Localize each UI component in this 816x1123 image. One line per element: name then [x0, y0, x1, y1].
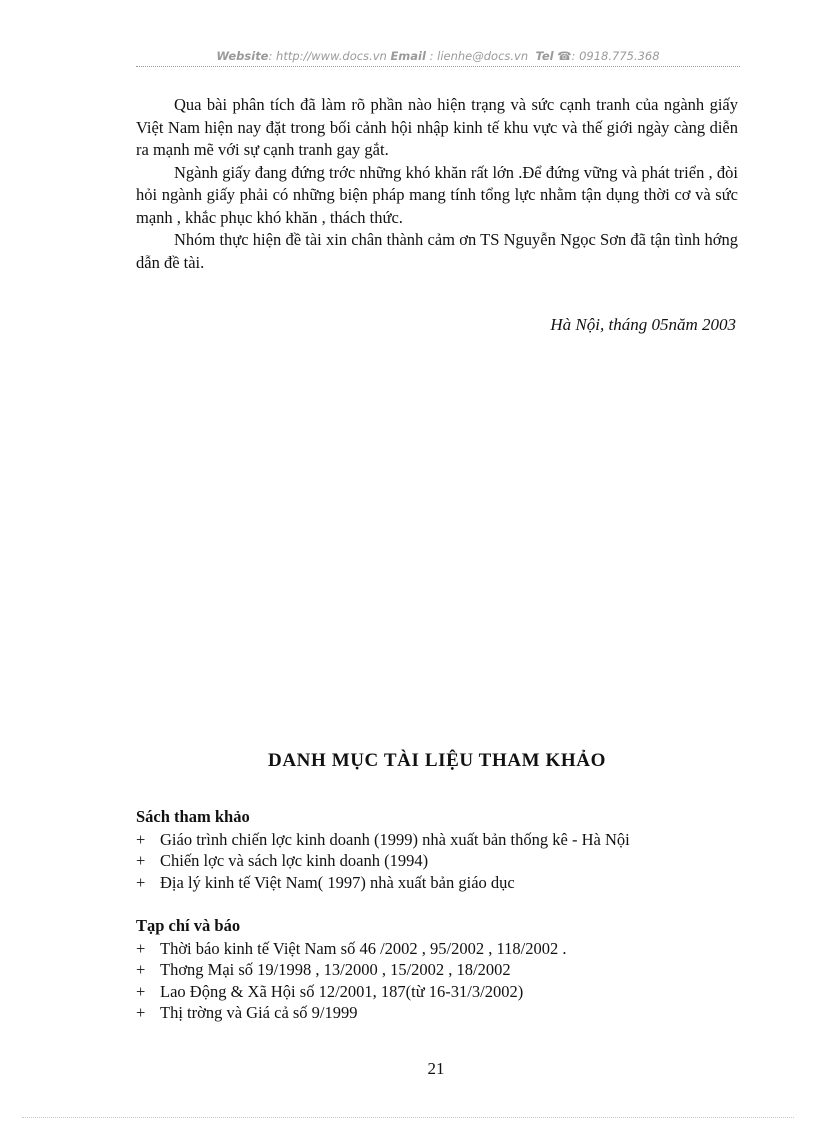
- website-url[interactable]: : http://www.docs.vn: [268, 49, 387, 63]
- books-heading: Sách tham khảo: [136, 807, 250, 826]
- references-title: DANH MỤC TÀI LIỆU THAM KHẢO: [268, 750, 606, 771]
- bullet: +: [136, 1003, 146, 1022]
- bullet: +: [136, 872, 146, 892]
- list-item-text: Lao Động & Xã Hội số 12/2001, 187(từ 16-31/3/2002): [160, 981, 524, 1001]
- bullet: +: [136, 851, 146, 870]
- list-item: [136, 872, 738, 894]
- books-section: [136, 806, 738, 893]
- bullet: +: [136, 829, 146, 849]
- list-item: [136, 850, 738, 872]
- books-list: [136, 829, 738, 894]
- list-item: [136, 959, 738, 981]
- list-item: [136, 1002, 738, 1024]
- list-item-text: Thơng Mại số 19/1998 , 13/2000 , 15/2002 , 18/2002: [160, 960, 511, 979]
- footer-divider: [22, 1117, 794, 1118]
- email-address[interactable]: : lienhe@docs.vn: [425, 49, 529, 63]
- list-item: [136, 829, 738, 851]
- tel-number: : 0918.775.368: [571, 49, 660, 63]
- paragraph: Ngành giấy đang đứng trớc những khó khăn rất lớn .Để đứng vững và phát triển , đòi hỏi ngành giấy phải có những biện pháp mang tính tổng lực nhằm tận dụng thời cơ và sức mạnh , khắc phục khó khăn , thách thức.: [136, 162, 738, 227]
- paragraph: Qua bài phân tích đã làm rõ phần nào hiện trạng và sức cạnh tranh của ngành giấy Việt Nam hiện nay đặt trong bối cảnh hội nhập kinh tế khu vực và thế giới ngày càng diễn ra mạnh mẽ với sự cạnh tranh gay gắt.: [136, 95, 738, 159]
- email-label: Email: [390, 49, 426, 63]
- list-item-text: Thị trờng và Giá cả số 9/1999: [160, 1003, 358, 1022]
- magazines-section: [136, 915, 738, 1024]
- paragraph: Nhóm thực hiện đề tài xin chân thành cảm ơn TS Nguyễn Ngọc Sơn đã tận tình hớng dẫn đề tài.: [136, 230, 738, 272]
- bullet: +: [136, 960, 146, 979]
- list-item: [136, 981, 738, 1003]
- page-header: [136, 46, 740, 66]
- bullet: +: [136, 938, 146, 958]
- magazines-heading: Tạp chí và báo: [136, 916, 241, 935]
- bullet: +: [136, 981, 146, 1001]
- place-date-signature: Hà Nội, tháng 05năm 2003: [550, 315, 736, 334]
- list-item-text: Chiến lợc và sách lợc kinh doanh (1994): [160, 851, 429, 870]
- page-number: 21: [427, 1059, 445, 1078]
- header-divider: [136, 66, 740, 67]
- list-item: [136, 938, 738, 960]
- conclusion-body: [136, 94, 738, 274]
- magazines-list: [136, 938, 738, 1024]
- list-item-text: Giáo trình chiến lợc kinh doanh (1999) nhà xuất bản thống kê - Hà Nội: [160, 829, 630, 849]
- list-item-text: Địa lý kinh tế Việt Nam( 1997) nhà xuất bản giáo dục: [160, 872, 515, 892]
- phone-icon: ☎: [557, 49, 572, 63]
- tel-label: Tel: [535, 49, 554, 63]
- list-item-text: Thời báo kinh tế Việt Nam số 46 /2002 , 95/2002 , 118/2002 .: [160, 938, 567, 958]
- website-label: Website: [216, 49, 269, 63]
